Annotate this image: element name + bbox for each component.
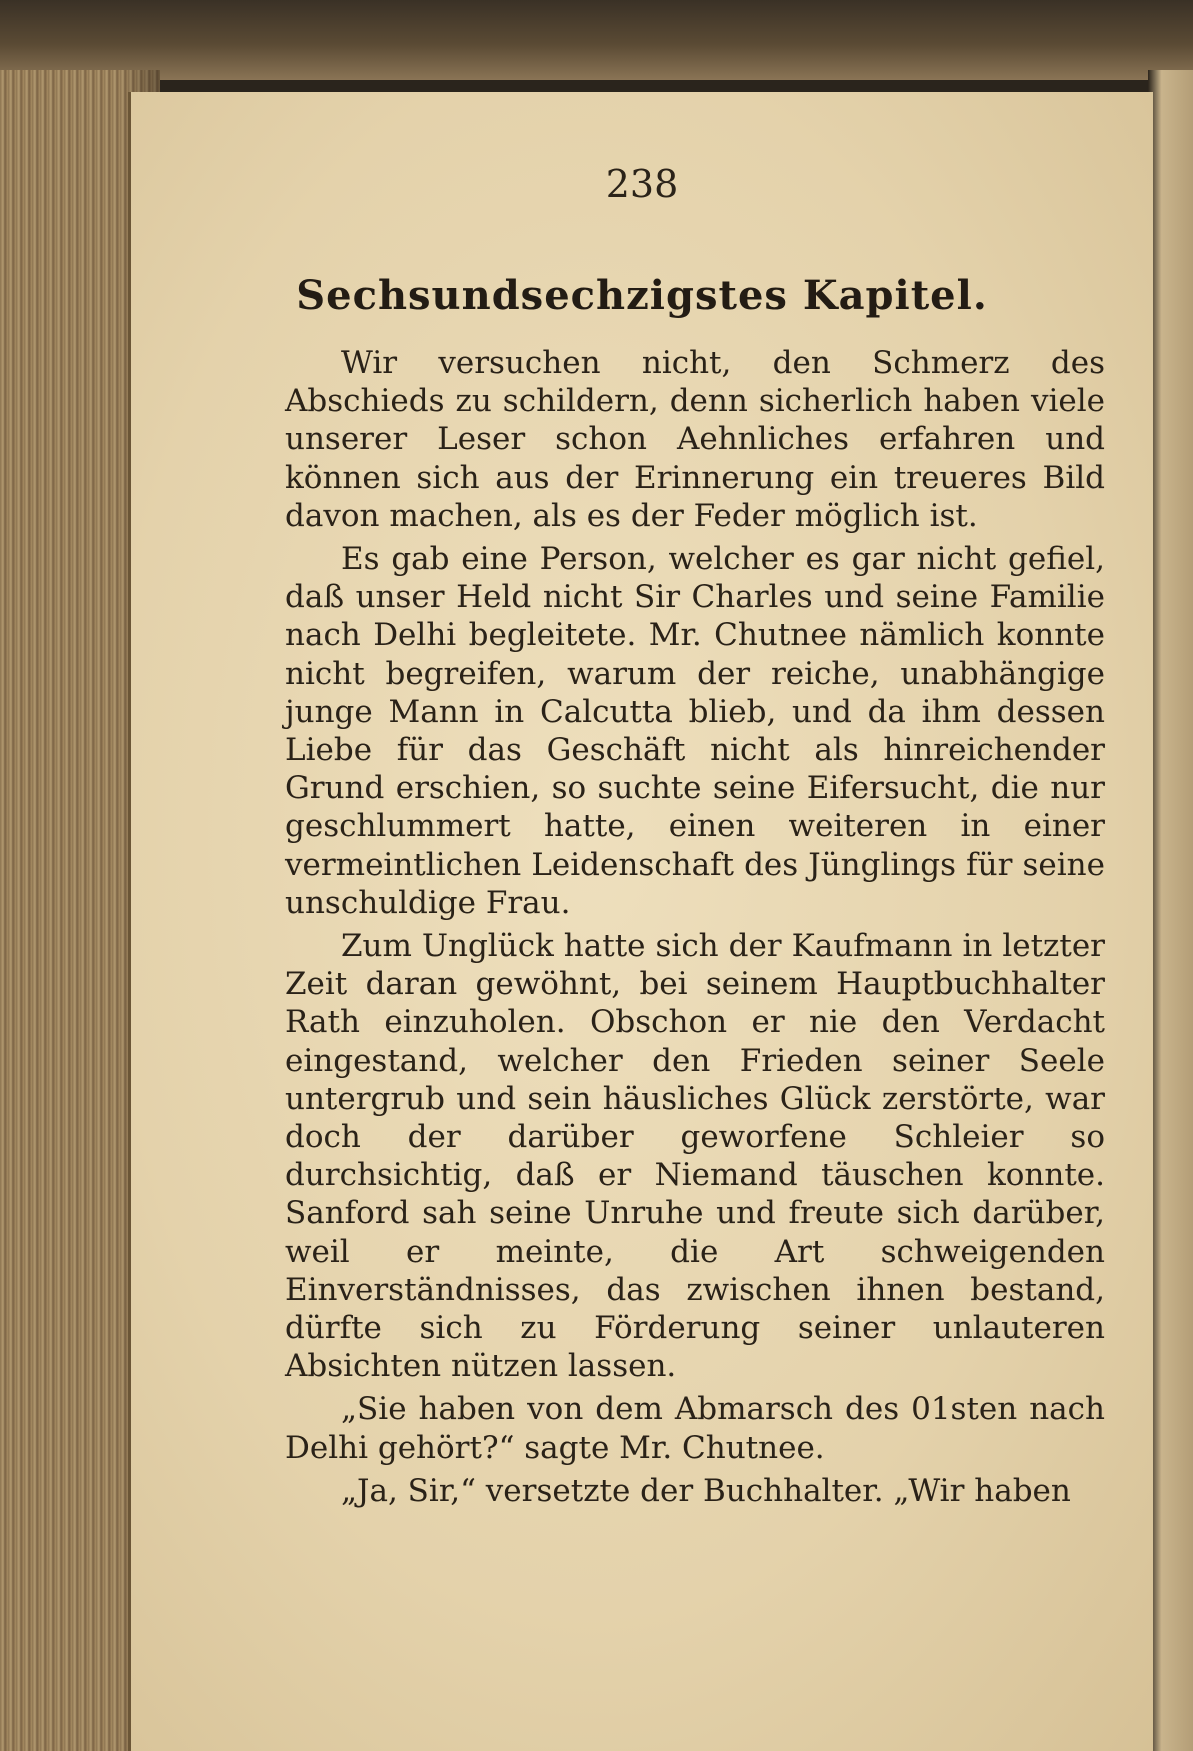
paragraph: Zum Unglück hatte sich der Kaufmann in letzter Zeit daran gewöhnt, bei seinem Hauptbuchhalter Rath einzuholen. Obschon er nie den Verdacht eingestand, welcher den Frieden seiner Seele untergrub und sein häusliches Glück zerstörte, war doch der darüber geworfene Schleier so durchsichtig, daß er Niemand täuschen konnte. Sanford sah seine Unruhe und freute sich darüber, weil er meinte, die Art schweigenden Einverständnisses, das zwischen ihnen bestand, dürfte sich zu Förderung seiner unlauteren Absichten nützen lassen. <box>285 928 1105 1385</box>
page-number: 238 <box>605 162 679 206</box>
paragraph: „Ja, Sir,“ versetzte der Buchhalter. „Wir haben <box>341 1472 1071 1509</box>
book-top-edge <box>0 0 1193 80</box>
paragraph: Es gab eine Person, welcher es gar nicht gefiel, daß unser Held nicht Sir Charles und seine Familie nach Delhi begleitete. Mr. Chutnee nämlich konnte nicht begreifen, warum der reiche, unabhängige junge Mann in Calcutta blieb, und da ihm dessen Liebe für das Geschäft nicht als hinreichender Grund erschien, so suchte seine Eifersucht, die nur geschlummert hatte, einen weiteren in einer vermeintlichen Leidenschaft des Jünglings für seine unschuldige Frau. <box>285 541 1105 921</box>
body-text <box>285 344 1105 1515</box>
chapter-title: Sechsundsechzigstes Kapitel. <box>296 272 988 319</box>
paragraph: Wir versuchen nicht, den Schmerz des Abschieds zu schildern, denn sicherlich haben viele unserer Leser schon Aehnliches erfahren und können sich aus der Erinnerung ein treueres Bild davon machen, als es der Feder möglich ist. <box>285 345 1105 534</box>
next-page-edge <box>1148 70 1193 1751</box>
book-page <box>128 92 1153 1751</box>
paragraph: „Sie haben von dem Abmarsch des 01sten nach Delhi gehört?“ sagte Mr. Chutnee. <box>285 1391 1105 1466</box>
